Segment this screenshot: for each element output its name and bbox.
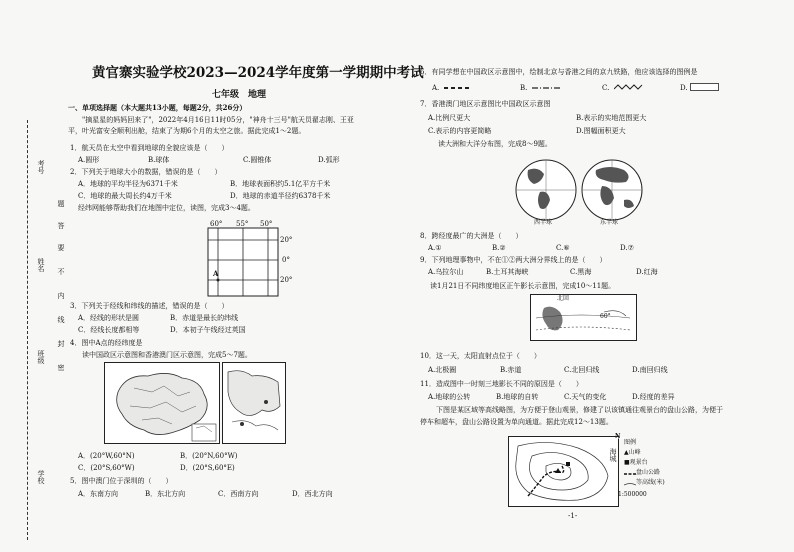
- question-8: 8．跨经度最广的大洲是（ ）: [420, 232, 523, 240]
- class-label: 班级: [37, 350, 45, 364]
- tropic-label: 北回: [557, 295, 570, 302]
- map-intro: 读中国政区示意图和香港澳门区示意图，完成5～7题。: [82, 351, 252, 359]
- sea-label: 海城: [609, 448, 617, 462]
- q10-option-c: C.北回归线: [564, 366, 600, 374]
- point-a-dot: [217, 279, 220, 282]
- q7-option-d: D.图幅面积更大: [576, 127, 626, 135]
- section-title: 一、单项选择题（本大题共13小题，每题2分，共26分）: [68, 103, 247, 112]
- question-5: 5．图中澳门位于深圳的（ ）: [70, 477, 173, 485]
- q7-option-b: B.表示的实地范围更大: [576, 114, 647, 122]
- q9-option-d: D.红海: [636, 268, 658, 276]
- seal-char: 题: [57, 200, 65, 207]
- question-7: 7．香港澳门地区示意图比中国政区示意图: [420, 100, 551, 108]
- question-9: 9．下列地理事物中，不在①②两大洲分界线上的是（ ）: [420, 256, 607, 264]
- seal-char: 要: [57, 244, 65, 251]
- q9-option-a: A.乌拉尔山: [428, 268, 464, 276]
- grid-label-right: 20°: [280, 276, 293, 284]
- q4-option-b: B．(20°N,60°W): [180, 452, 238, 460]
- q3-option-d: D．本初子午线经过英国: [170, 326, 246, 334]
- legend-title: 图例: [624, 439, 637, 446]
- question-11: 11．造成图中一时刻三地影长不同的原因是（ ）: [420, 380, 583, 388]
- map-scale: 1:500000: [618, 491, 647, 498]
- legend-item: ▲山峰: [624, 449, 641, 456]
- q4-option-c: C．(20°S,60°W): [78, 464, 135, 472]
- binding-dashed-line: [27, 120, 28, 540]
- question-3: 3．下列关于经线和纬线的描述，错误的是（ ）: [70, 302, 229, 310]
- north-arrow: N: [615, 433, 621, 440]
- exam-no-label: 考号: [37, 160, 45, 174]
- q1-option-d: D.弧形: [318, 156, 340, 164]
- contour-legend-icon: [624, 482, 636, 486]
- seal-char: 密: [57, 364, 65, 371]
- question-2: 2．下列关于地球大小的数据，错误的是（ ）: [70, 168, 222, 176]
- q3-option-c: C．经线长度都相等: [78, 326, 140, 334]
- q2-option-c: C．地球的最大周长约4万千米: [78, 192, 172, 200]
- q7-option-c: C.表示的内容更简略: [428, 127, 492, 135]
- railway-symbol-a: [444, 84, 470, 92]
- school-label: 学校: [37, 470, 45, 484]
- seal-char: 不: [57, 268, 65, 275]
- q3-option-a: A．经线的形状是圆: [78, 314, 140, 322]
- q8-option-d: D.⑦: [620, 244, 634, 252]
- question-6: 6．有同学想在中国政区示意图中，绘制北京与香港之间的京九铁路，他应该选择的图例是: [420, 68, 698, 76]
- q5-option-c: C．西南方向: [218, 490, 259, 498]
- question-4: 4．图中A点的经纬度是: [70, 339, 143, 347]
- boundary-symbol-b: [532, 84, 560, 92]
- seal-char: 内: [57, 292, 65, 299]
- question-1: 1．航天员在太空中看到地球的全貌应该是（ ）: [70, 144, 229, 152]
- shadow-length-figure: [530, 294, 638, 342]
- grid-label-top: 55°: [236, 220, 249, 228]
- q10-option-a: A.北极圈: [428, 366, 457, 374]
- q9-option-c: C.黑海: [570, 268, 592, 276]
- q3-option-b: B．赤道是最长的纬线: [170, 314, 239, 322]
- grid-label-right: 0°: [282, 256, 290, 264]
- intro-line: 平，叶光富安全顺利出舱，结束了为期6个月的太空之旅。据此完成1～2题。: [68, 127, 306, 135]
- q10-option-b: B.赤道: [500, 366, 522, 374]
- road-symbol-d: [690, 82, 720, 92]
- q1-option-c: C.圆锥体: [243, 156, 272, 164]
- grid-label-top: 60°: [210, 220, 223, 228]
- contour-intro-line: 停车和超车，盘山公路设置为单向通道。据此完成12～13题。: [420, 418, 613, 426]
- lat-long-grid-figure: [196, 218, 296, 302]
- q4-option-d: D．(20°S,60°E): [180, 464, 235, 472]
- q11-option-d: D.经度的差异: [632, 393, 675, 401]
- seal-char: 封: [57, 340, 65, 347]
- q6-option-a: A.: [432, 84, 440, 92]
- grid-intro: 经纬网能够帮助我们在地图中定位，读图，完成3～4题。: [78, 204, 255, 212]
- hemisphere-maps: [514, 158, 646, 228]
- q11-option-c: C.天气的变化: [564, 393, 607, 401]
- exam-title: 黄官寨实验学校2023—2024学年度第一学期期中考试: [92, 65, 424, 81]
- contour-intro-line: 下图是某区域等高线略图，为方便于登山观景，修建了以该镇通往观景台的盘山公路，为便于: [436, 406, 723, 414]
- q8-option-c: C.⑥: [556, 244, 570, 252]
- q4-option-a: A．(20°W,60°N): [78, 452, 135, 460]
- name-label: 姓名: [37, 258, 45, 272]
- q9-option-b: B.土耳其海峡: [486, 268, 529, 276]
- china-political-map: [104, 362, 220, 444]
- hongkong-macau-map: [222, 362, 286, 444]
- west-hemisphere-label: 西半球: [534, 219, 553, 226]
- q6-option-b: B.: [520, 84, 528, 92]
- grid-label-right: 20°: [280, 236, 293, 244]
- seal-char: 答: [57, 222, 65, 229]
- question-10: 10．这一天，太阳直射点位于（ ）: [420, 352, 541, 360]
- q8-option-b: B.②: [492, 244, 506, 252]
- continent-intro: 读大洲和大洋分布图，完成8～9题。: [438, 140, 552, 148]
- q6-option-c: C.: [602, 84, 610, 92]
- intro-line: "摘星星的妈妈回来了"，2022年4月16日11时05分，"神舟十三号"航天员翟志刚、王亚: [82, 116, 354, 124]
- seal-char: 线: [57, 316, 65, 323]
- grid-label-top: 50°: [260, 220, 273, 228]
- legend-item: 等高线(米): [636, 479, 665, 486]
- q1-option-b: B.球体: [148, 156, 170, 164]
- east-hemisphere-label: 东半球: [600, 219, 619, 226]
- q8-option-a: A.①: [428, 244, 442, 252]
- grid-point-label: A: [213, 269, 219, 278]
- page-number: -1-: [568, 512, 578, 520]
- legend-item: 盘山公路: [636, 469, 661, 476]
- q5-option-a: A．东南方向: [78, 490, 119, 498]
- legend-item: ■观景台: [624, 459, 648, 466]
- shadow-intro: 读1月21日不同纬度地区正午影长示意图，完成10～11题。: [430, 282, 616, 290]
- q5-option-b: B．东北方向: [145, 490, 186, 498]
- q2-option-b: B．地球表面积约5.1亿平方千米: [230, 180, 331, 188]
- q6-option-d: D.: [680, 84, 688, 92]
- q11-option-a: A.地球的公转: [428, 393, 471, 401]
- q11-option-b: B.地球的自转: [496, 393, 539, 401]
- wave-symbol-c: [614, 82, 644, 92]
- road-legend-icon: [624, 472, 636, 476]
- exam-subject: 七年级 地理: [212, 90, 267, 100]
- q5-option-d: D．西北方向: [292, 490, 333, 498]
- q2-option-d: D．地球的赤道半径约6378千米: [230, 192, 331, 200]
- q10-option-d: D.南回归线: [632, 366, 668, 374]
- q7-option-a: A.比例尺更大: [428, 114, 471, 122]
- q2-option-a: A．地球的平均半径为6371千米: [78, 180, 178, 188]
- q1-option-a: A.圆形: [78, 156, 100, 164]
- latitude-label: 60°: [600, 313, 611, 320]
